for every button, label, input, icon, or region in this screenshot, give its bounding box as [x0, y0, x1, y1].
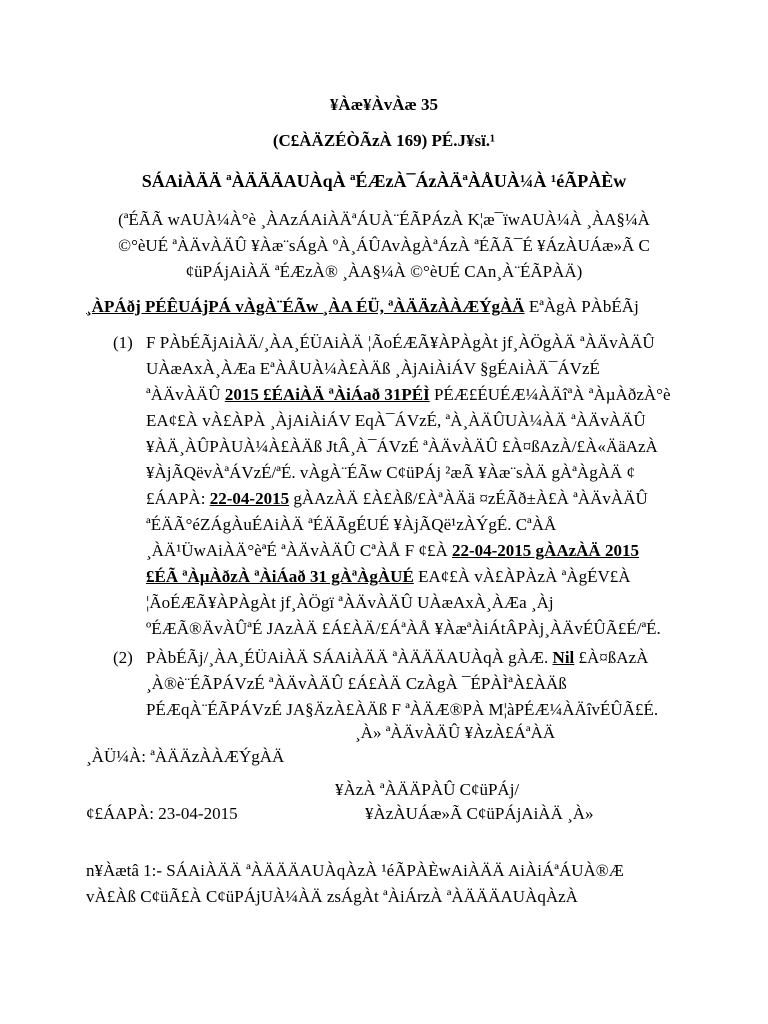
item-1-line-1: F PÀbÉÃjAiÀÄ/¸ÀA¸ÉÜAiÀÄ ¦ÃoÉÆÃ¥ÀPÀgÀt jf¸ÀÖgÀÄ ªÀÄvÀÄÛ [146, 333, 655, 352]
item-1-line-12: ºÉÆÃ®ÄvÀÛªÉ JAzÀÄ £Á£ÀÄ/£ÁªÀÅ ¥ÀæªÀiÁtÂPÀj¸ÀÄvÉÛÃ£É/ªÉ. [146, 619, 661, 638]
item-1-line-8: ªÉÄÃ°éZÁgÀuÉAiÀÄ ªÉÄÃgÉUÉ ¥ÀjÃQë¹zÀÝgÉ. CªÀÅ [146, 515, 557, 534]
intro-line [86, 294, 639, 320]
year-end-date: 2015 £ÉAiÀÄ ªÀiÁað 31PÉÌ [224, 385, 430, 404]
item-1-line-5: ¥ÀÄ¸ÀÛPÀUÀ¼À£ÀÄß JtÂ¸À¯ÁVzÉ ªÀÄvÀÄÛ £À¤ßAzÀ/£À«ÄäAzÀ [146, 437, 658, 456]
amount-value: Nil [552, 648, 575, 667]
item-1-line-2: UÀæAxÀ¸ÀÆa EªÀÅUÀ¼À£ÀÄß ¸ÀjAiÀiÁV §gÉAiÀÄ¯ÁVzÉ [146, 359, 600, 378]
inspection-date: 22-04-2015 [209, 489, 290, 508]
item-2-number: (2) [113, 648, 133, 667]
subtitle-line-2: ©°èUÉ ªÀÄvÀÄÛ ¥Àæ¨sÁgÀ ºÀ¸ÁÛAvÀgÀªÁzÀ ªÉÃÃ¯É ¥ÁzÀUÁæ»Ã C [118, 236, 650, 255]
form-reference: (C£ÀÄZÉÒÃzÀ 169) PÉ.J¥sï.¹ [272, 131, 496, 150]
note-line-2: vÀ£Àß C¢üÃ£À C¢üPÁjUÀ¼ÀÄ zsÁgÀt ªÀiÁrzÀ ªÀÄÄÄAUÀqÀzÀ [86, 887, 578, 906]
intro-rest: EªÀgÀ PÀbÉÃj [524, 297, 639, 316]
officer-label: ¥ÀzÀ ªÀÄÄPÀÛ C¢üPÁj/ [335, 780, 520, 799]
valid-until: £ÉÃ ªÀµÀðzÀ ªÀiÁað 31 gÀªÀgÀUÉ [146, 567, 414, 586]
item-1-number: (1) [113, 333, 133, 352]
item-1-line-9: ¸ÀÄ¹ÜwAiÀÄ°èªÉ ªÀÄvÀÄÛ CªÀÅ F ¢£À 22-04-2015 gÀAzÀÄ 2015 [146, 541, 639, 560]
item-2-line-2: ¸À®è¨ÉÃPÁVzÉ ªÀÄvÀÄÛ £Á£ÀÄ CzÀgÀ ¯ÉPÀÌªÀ£ÀÄß [146, 674, 567, 693]
signature-label: ¸À» ªÀÄvÀÄÛ ¥ÀzÀ£ÁªÀÄ [355, 723, 556, 742]
form-number: ¥Àæ¥ÀvÀæ 35 [329, 95, 439, 114]
document-title: SÁAiÀÄÄ ªÀÄÄÄAUÀqÀ ªÉÆzÀ¯ÁzÀÄªÀÅUÀ¼À ¹éÃPÀÈw [141, 171, 627, 191]
subtitle-line-1: (ªÉÃÃ wAUÀ¼À°è ¸ÀAzÁAiÀÄªÁUÀ¨ÉÃPÁzÀ K¦æ¯ïwAUÀ¼À ¸ÀA§¼À [118, 210, 650, 229]
item-1-line-3: ªÀÄvÀÄÛ 2015 £ÉAiÀÄ ªÀiÁað 31PÉÌ PÉÆ£ÉUÉÆ¼ÀÄîªÀ ªÀµÀðzÀ°è [146, 385, 671, 404]
item-2-line-1: PÀbÉÃj/¸ÀA¸ÉÜAiÀÄ SÁAiÀÄÄ ªÀÄÄÄAUÀqÀ gÀÆ. Nil £À¤ßAzÀ [146, 648, 649, 667]
date-label: ¢£ÁAPÀ: 23-04-2015 [86, 804, 238, 823]
note-line-1: n¥Àætâ 1:- SÁAiÀÄÄ ªÀÄÄÄAUÀqÀzÀ ¹éÃPÀÈwAiÀÄÄ AiÀiÁªÁUÀ®Æ [86, 861, 624, 880]
valid-date-range: 22-04-2015 gÀAzÀÄ 2015 [451, 541, 639, 560]
place-label: ¸ÀÜ¼À: ªÀÄÄzÀÀÆÝgÀÄ [86, 747, 285, 766]
item-1-line-7: £ÁAPÀ: 22-04-2015 gÀAzÀÄ £À£Àß/£ÀªÀÄä ¤zÉÃð±À£À ªÀÄvÀÄÛ [146, 489, 648, 508]
item-2-line-3: PÉÆqÀ¨ÉÃPÁVzÉ JA§ÄzÀ£ÀÄß F ªÀÄÆ®PÀ M¦àPÉÆ¼ÀÄîvÉÛÃ£É. [146, 700, 659, 719]
item-1-line-4: EA¢£À vÀ£ÀPÀ ¸ÀjAiÀiÁV EqÀ¯ÁVzÉ, ªÀ¸ÀÄÛUÀ¼ÀÄ ªÀÄvÀÄÛ [146, 411, 646, 430]
item-1-line-6: ¥ÀjÃQëvÀªÁVzÉ/ªÉ. vÀgÀ¨ÉÃw C¢üPÁj ²æÃ ¥Àæ¨sÀÄ gÀªÀgÀÄ ¢ [146, 463, 635, 482]
officer-signature-label: ¥ÀzÀUÁæ»Ã C¢üPÁjAiÀÄ ¸À» [365, 804, 594, 823]
item-1-line-11: ¦ÃoÉÆÃ¥ÀPÀgÀt jf¸ÀÖgï ªÀÄvÀÄÛ UÀæAxÀ¸ÀÆa ¸Àj [146, 593, 554, 612]
item-1-line-10: £ÉÃ ªÀµÀðzÀ ªÀiÁað 31 gÀªÀgÀUÉ EA¢£À vÀ£ÀPÀzÀ ªÀgÉV£À [146, 567, 631, 586]
subtitle-line-3: ¢üPÁjAiÀÄ ªÉÆzÀ® ¸ÀA§¼À ©°èUÉ CAn¸À¨ÉÃPÀÄ) [185, 262, 583, 281]
office-name: ¸ÀPÁðj PÉÊUÁjPÁ vÀgÀ¨ÉÃw ¸ÀA ÉÜ, ªÀÄÄzÀÀÆÝgÀÄ [86, 297, 525, 316]
